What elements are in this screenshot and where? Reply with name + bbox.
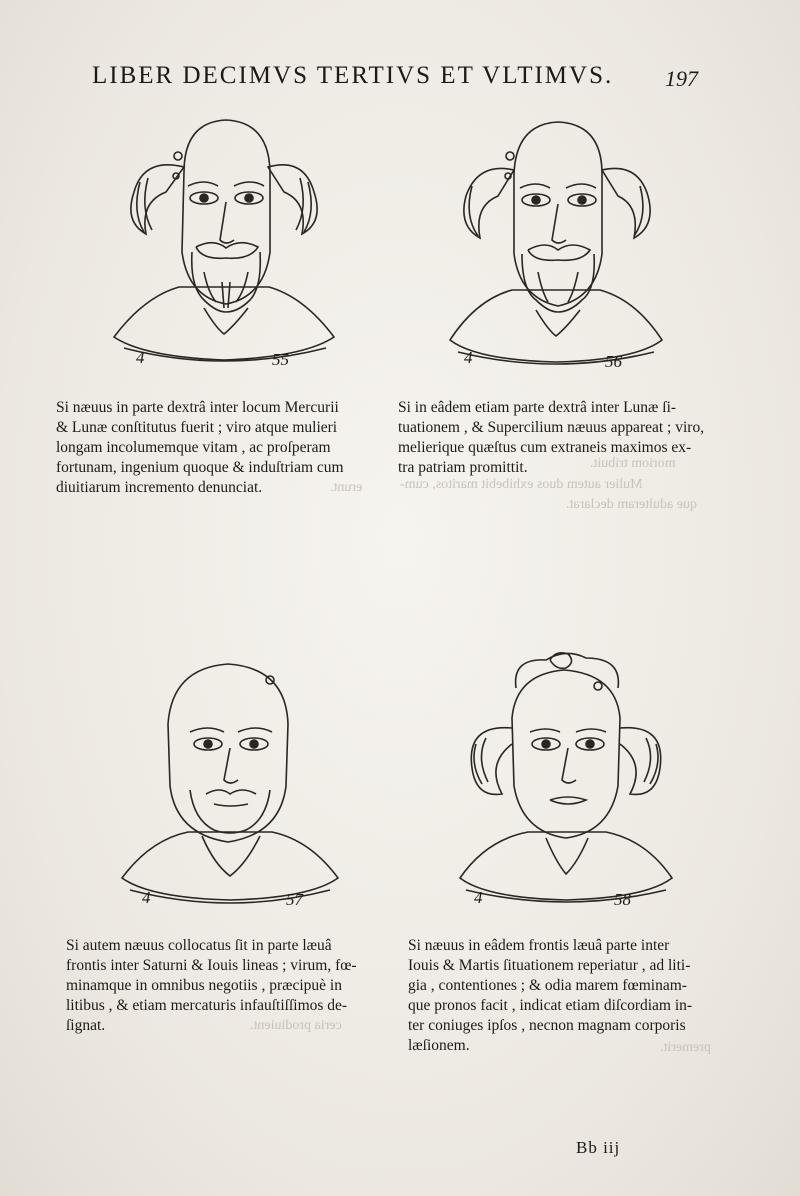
running-header: LIBER DECIMVS TERTIVS ET VLTIMVS. (92, 62, 614, 89)
bleed-through-text: Mulier autem duos exhibebit maritos, cum- (400, 477, 643, 492)
portrait-figure-56 (436, 112, 676, 372)
caption-line: fortunam, ingenium quoque & induſtriam cum (56, 459, 344, 476)
caption-line: Si næuus in eâdem frontis læuâ parte inter (408, 937, 670, 954)
caption-line: Si in eâdem etiam parte dextrâ inter Lunæ ſi- (398, 399, 677, 416)
caption-line: gia , contentiones ; & odia marem fœminam- (408, 977, 687, 994)
figure-number: 55 (272, 350, 289, 369)
bleed-through-text: que adulteram declarat. (566, 497, 697, 512)
figure-left-number: 4 (464, 348, 473, 367)
portrait-figure-55 (104, 112, 344, 372)
page-number: 197 (665, 66, 698, 91)
caption-line: litibus , & etiam mercaturis infauſtiſſimos de- (66, 997, 348, 1014)
caption-line: læſionem. (408, 1037, 470, 1054)
bearded-man-portrait (104, 112, 344, 372)
caption-line: Iouis & Martis ſituationem reperiatur , ad liti- (408, 957, 691, 974)
figure-number: 56 (605, 352, 622, 371)
caption-line: minamque in omnibus negotiis , præcipuè in (66, 977, 342, 994)
figure-number: 57 (286, 890, 303, 909)
bleed-through-text: moriom tribuit. (590, 456, 676, 471)
figure-left-number: 4 (474, 888, 483, 907)
portrait-figure-58 (446, 648, 686, 908)
figure-left-number: 4 (136, 348, 145, 367)
caption-line: frontis inter Saturni & Iouis lineas ; virum, fœ- (66, 957, 357, 974)
caption-line: ter coniuges ipſos , necnon magnam corporis (408, 1017, 686, 1034)
bleed-through-text: premerit. (660, 1040, 711, 1055)
caption-line: Si næuus in parte dextrâ inter locum Mercurii (56, 399, 339, 416)
figure-left-number: 4 (142, 888, 151, 907)
caption-line: tuationem , & Supercilium næuus appareat ; viro, (398, 419, 705, 436)
caption-figure-55 (56, 398, 366, 498)
caption-line: tra patriam promittit. (398, 459, 528, 476)
caption-line: longam incolumemque vitam , ac proſperam (56, 439, 331, 456)
caption-line: que pronos facit , indicat etiam diſcordiam in- (408, 997, 693, 1014)
bleed-through-text: ceria prodiuient. (250, 1018, 342, 1033)
portrait-figure-57 (110, 654, 350, 914)
bleed-through-text: erunt. (330, 480, 363, 495)
caption-line: diuitiarum incremento denunciat. (56, 479, 263, 496)
caption-line: melierique quæſtus cum extraneis maximos ex- (398, 439, 692, 456)
caption-figure-56 (398, 398, 708, 478)
caption-line: & Lunæ conſtitutus fuerit ; viro atque mulieri (56, 419, 338, 436)
figure-number: 58 (614, 890, 631, 909)
bearded-man-portrait (436, 112, 676, 372)
caption-line: ſignat. (66, 1017, 106, 1034)
bald-man-portrait (110, 654, 350, 914)
caption-figure-57 (66, 936, 376, 1036)
signature-mark: Bb iij (576, 1138, 621, 1157)
caption-figure-58 (408, 936, 718, 1056)
caption-line: Si autem næuus collocatus ſit in parte læuâ (66, 937, 332, 954)
curly-haired-youth-portrait (446, 648, 686, 908)
